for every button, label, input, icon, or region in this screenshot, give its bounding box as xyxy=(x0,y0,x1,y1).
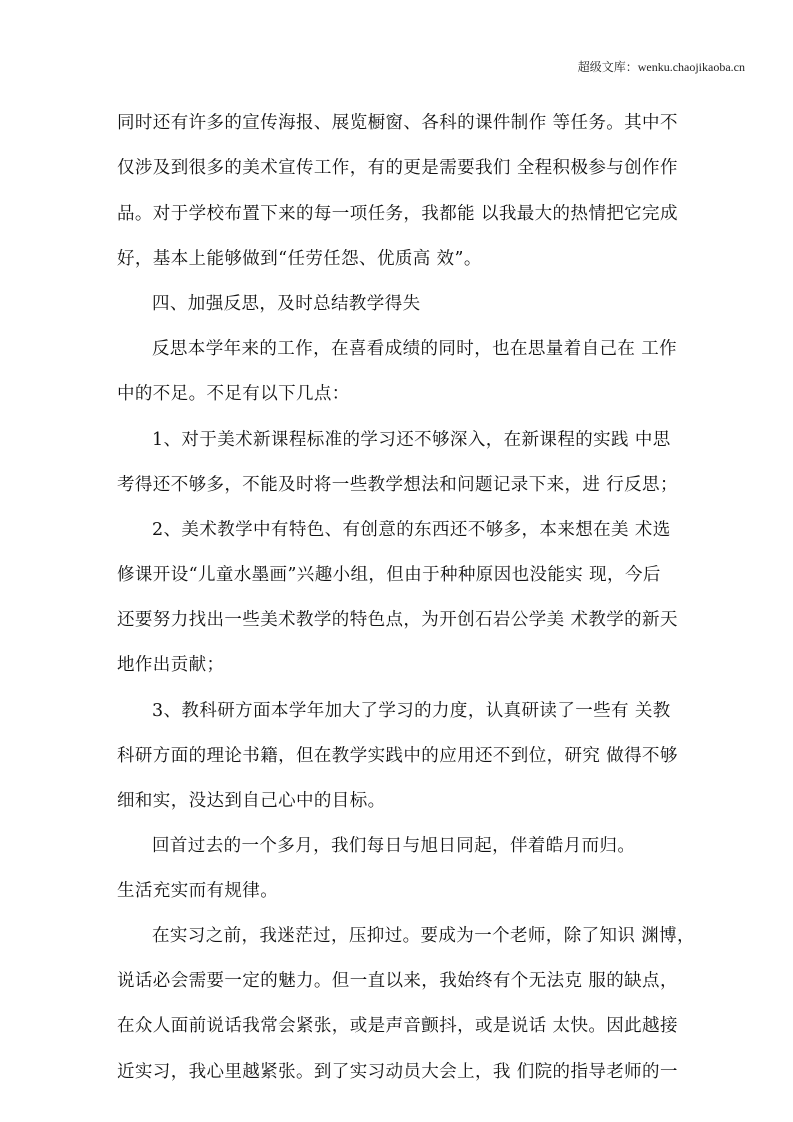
text-line: 回首过去的一个多月，我们每日与旭日同起，伴着皓月而归。 xyxy=(152,836,636,856)
text-line: 在众人面前说话我常会紧张，或是声音颤抖，或是说话 太快。因此越接 xyxy=(117,1016,678,1036)
text-line: 2、美术教学中有特色、有创意的东西还不够多，本来想在美 术选 xyxy=(152,520,671,540)
page-header-source: 超级文库：wenku.chaojikaoba.cn xyxy=(577,60,745,74)
text-line: 还要努力找出一些美术教学的特色点，为开创石岩公学美 术教学的新天 xyxy=(117,610,678,630)
text-line: 生活充实而有规律。 xyxy=(117,881,279,901)
text-line: 细和实，没达到自己心中的目标。 xyxy=(117,791,386,811)
text-line: 反思本学年来的工作，在喜看成绩的同时，也在思量着自己在 工作 xyxy=(152,339,678,359)
text-line: 近实习，我心里越紧张。到了实习动员大会上，我 们院的指导老师的一 xyxy=(117,1062,678,1082)
text-line: 品。对于学校布置下来的每一项任务，我都能 以我最大的热情把它完成 xyxy=(117,204,678,224)
text-line: 科研方面的理论书籍，但在教学实践中的应用还不到位，研究 做得不够 xyxy=(117,746,678,766)
text-line: 1、对于美术新课程标准的学习还不够深入，在新课程的实践 中思 xyxy=(152,430,671,450)
text-line: 3、教科研方面本学年加大了学习的力度，认真研读了一些有 关教 xyxy=(152,701,671,721)
text-line: 好，基本上能够做到“任劳任怨、优质高 效”。 xyxy=(117,249,482,269)
text-line: 在实习之前，我迷茫过，压抑过。要成为一个老师，除了知识 渊博， xyxy=(152,926,695,946)
text-line: 中的不足。不足有以下几点： xyxy=(117,384,350,404)
text-line: 考得还不够多，不能及时将一些教学想法和问题记录下来，进 行反思； xyxy=(117,475,678,495)
text-line: 仅涉及到很多的美术宣传工作，有的更是需要我们 全程积极参与创作作 xyxy=(117,158,678,178)
text-line: 说话必会需要一定的魅力。但一直以来，我始终有个无法克 服的缺点， xyxy=(117,971,678,991)
text-line: 同时还有许多的宣传海报、展览橱窗、各科的课件制作 等任务。其中不 xyxy=(117,113,678,133)
text-line: 地作出贡献； xyxy=(117,655,225,675)
text-line: 四、加强反思，及时总结教学得失 xyxy=(152,294,421,314)
text-line: 修课开设“儿童水墨画”兴趣小组，但由于种种原因也没能实 现，今后 xyxy=(117,565,661,585)
